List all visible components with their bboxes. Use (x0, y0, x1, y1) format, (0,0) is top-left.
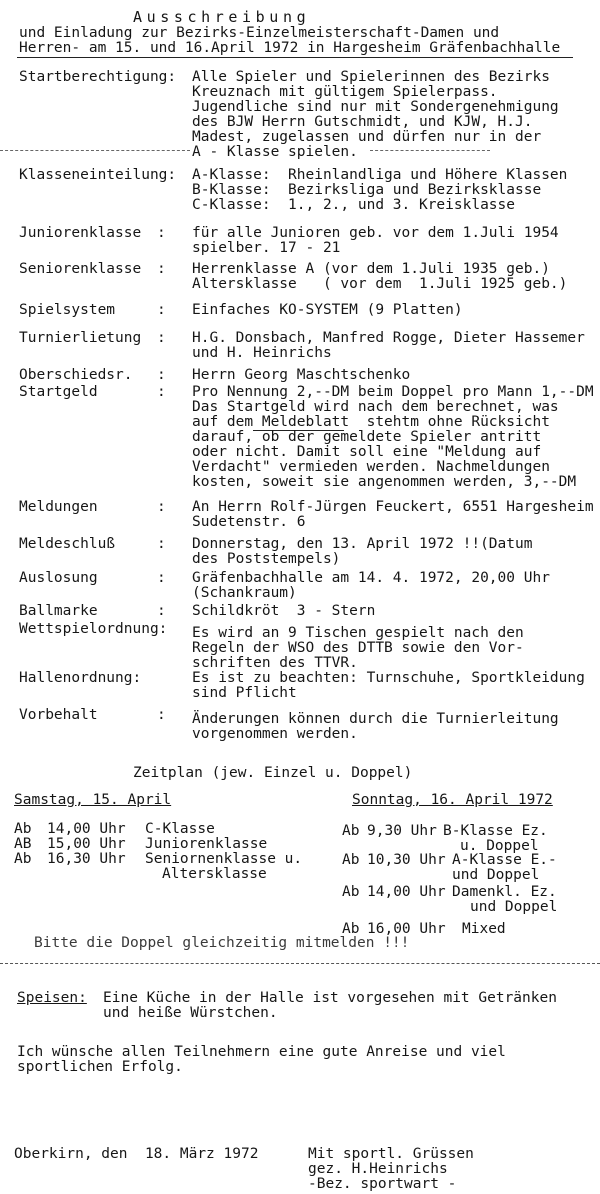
ballmarke-colon: : (157, 603, 166, 619)
juniorenklasse-colon: : (157, 225, 166, 241)
label-startgeld: Startgeld (19, 384, 98, 400)
startberechtigung-line-3: Jugendliche sind nur mit Sondergenehmigung (192, 99, 559, 115)
auslosung-line-2: (Schankraum) (192, 585, 297, 601)
vorbehalt-line-1: Änderungen können durch die Turnierleitung (192, 711, 559, 727)
greeting-line-1: Mit sportl. Grüssen (308, 1146, 474, 1162)
header-underline (17, 57, 573, 58)
closing-line-1: Ich wünsche allen Teilnehmern eine gute Anreise und viel (17, 1044, 506, 1060)
sun-row-3-time: 14,00 Uhr (367, 884, 446, 900)
startgeld-line-5: oder nicht. Damit soll eine "Meldung auf (192, 444, 542, 460)
sat-row-3-prefix: Ab (14, 851, 32, 867)
sat-row-2-text: Juniorenklasse (145, 836, 268, 852)
label-seniorenklasse: Seniorenklasse (19, 261, 142, 277)
ballmarke-line-1: Schildkröt 3 - Stern (192, 603, 376, 619)
auslosung-line-1: Gräfenbachhalle am 14. 4. 1972, 20,00 Uhr (192, 570, 550, 586)
startberechtigung-line-6: A - Klasse spielen. (192, 144, 358, 160)
sun-row-2-time: 10,30 Uhr (367, 852, 446, 868)
sun-row-3-text-1: Damenkl. Ez. (452, 884, 557, 900)
sat-row-1-time: 14,00 Uhr (47, 821, 126, 837)
dotted-rule-right (370, 150, 490, 151)
label-juniorenklasse: Juniorenklasse (19, 225, 142, 241)
hallenordnung-line-1: Es ist zu beachten: Turnschuhe, Sportkleidung (192, 670, 585, 686)
hallenordnung-line-2: sind Pflicht (192, 685, 297, 701)
startgeld-line-4: darauf, ob der gemeldete Spieler antritt (192, 429, 542, 445)
sun-row-1-time: 9,30 Uhr (367, 823, 437, 839)
sun-row-1-text-1: B-Klasse Ez. (443, 823, 548, 839)
startgeld-line-1: Pro Nennung 2,--DM beim Doppel pro Mann 1,--DM (192, 384, 594, 400)
spielsystem-colon: : (157, 302, 166, 318)
auslosung-colon: : (157, 570, 166, 586)
label-startberechtigung: Startberechtigung: (19, 69, 177, 85)
wettspielordnung-line-3: schriften des TTVR. (192, 655, 358, 671)
label-wettspielordnung: Wettspielordnung: (19, 621, 168, 637)
speisen-line-1: Eine Küche in der Halle ist vorgesehen mit Getränken (103, 990, 557, 1006)
sat-row-2-time: 15,00 Uhr (47, 836, 126, 852)
vorbehalt-colon: : (157, 707, 166, 723)
sun-row-1-text-2: u. Doppel (460, 838, 539, 854)
startgeld-line-2: Das Startgeld wird nach dem berechnet, was (192, 399, 559, 415)
schedule-note: Bitte die Doppel gleichzeitig mitmelden !!! (34, 935, 410, 951)
label-auslosung: Auslosung (19, 570, 98, 586)
startberechtigung-line-1: Alle Spieler und Spielerinnen des Bezirks (192, 69, 550, 85)
document-title: Ausschreibung (133, 8, 311, 26)
startberechtigung-line-4: des BJW Herrn Gutschmidt, und KJW, H.J. (192, 114, 533, 130)
label-meldeschluss: Meldeschluß (19, 536, 116, 552)
seniorenklasse-colon: : (157, 261, 166, 277)
turnierleitung-line-2: und H. Heinrichs (192, 345, 332, 361)
startgeld-line-3: auf dem Meldeblatt stehtm ohne Rücksicht (192, 414, 550, 430)
sun-row-2-text-2: und Doppel (452, 867, 540, 883)
sun-row-1-prefix: Ab (342, 823, 360, 839)
meldungen-colon: : (157, 499, 166, 515)
sun-row-2-text-1: A-Klasse E.- (452, 852, 557, 868)
sun-row-2-prefix: Ab (342, 852, 360, 868)
label-hallenordnung: Hallenordnung: (19, 670, 142, 686)
sunday-heading: Sonntag, 16. April 1972 (352, 792, 553, 808)
sat-row-3-text-2: Altersklasse (162, 866, 267, 882)
sun-row-4-time: 16,00 Uhr (367, 921, 446, 937)
juniorenklasse-line-2: spielber. 17 - 21 (192, 240, 341, 256)
sun-row-3-prefix: Ab (342, 884, 360, 900)
schedule-title: Zeitplan (jew. Einzel u. Doppel) (133, 765, 413, 781)
juniorenklasse-line-1: für alle Junioren geb. vor dem 1.Juli 1954 (192, 225, 559, 241)
closing-line-2: sportlichen Erfolg. (17, 1059, 183, 1075)
spielsystem-line-1: Einfaches KO-SYSTEM (9 Platten) (192, 302, 463, 318)
startberechtigung-line-5: Madest, zugelassen und dürfen nur in der (192, 129, 542, 145)
sat-row-1-prefix: Ab (14, 821, 32, 837)
meldeschluss-colon: : (157, 536, 166, 552)
turnierleitung-colon: : (157, 330, 166, 346)
oberschiedsrichter-colon: : (157, 367, 166, 383)
sat-row-3-time: 16,30 Uhr (47, 851, 126, 867)
dotted-rule-left (0, 150, 190, 151)
klasseneinteilung-line-1: A-Klasse: Rheinlandliga und Höhere Klassen (192, 167, 568, 183)
greeting-line-2: gez. H.Heinrichs (308, 1161, 448, 1177)
sun-row-4-text: Mixed (462, 921, 506, 937)
meldungen-line-1: An Herrn Rolf-Jürgen Feuckert, 6551 Hargesheim (192, 499, 594, 515)
sun-row-4-prefix: Ab (342, 921, 360, 937)
speisen-label: Speisen: (17, 990, 87, 1006)
startgeld-line-6: Verdacht" vermieden werden. Nachmeldungen (192, 459, 550, 475)
sat-row-3-text-1: Seniornenklasse u. (145, 851, 303, 867)
label-turnierleitung: Turnierlietung (19, 330, 142, 346)
label-oberschiedsrichter: Oberschiedsr. (19, 367, 133, 383)
meldungen-line-2: Sudetenstr. 6 (192, 514, 306, 530)
klasseneinteilung-line-2: B-Klasse: Bezirksliga und Bezirksklasse (192, 182, 542, 198)
turnierleitung-line-1: H.G. Donsbach, Manfred Rogge, Dieter Hassemer (192, 330, 585, 346)
label-klasseneinteilung: Klasseneinteilung: (19, 167, 177, 183)
seniorenklasse-line-1: Herrenklasse A (vor dem 1.Juli 1935 geb.) (192, 261, 550, 277)
greeting-line-3: -Bez. sportwart - (308, 1176, 457, 1192)
saturday-heading: Samstag, 15. April (14, 792, 172, 808)
header-line-2: Herren- am 15. und 16.April 1972 in Hargesheim Gräfenbachhalle (19, 40, 561, 56)
startberechtigung-line-2: Kreuznach mit gültigem Spielerpass. (192, 84, 498, 100)
wettspielordnung-line-2: Regeln der WSO des DTTB sowie den Vor- (192, 640, 524, 656)
speisen-line-2: und heiße Würstchen. (103, 1005, 278, 1021)
label-ballmarke: Ballmarke (19, 603, 98, 619)
sat-row-1-text: C-Klasse (145, 821, 215, 837)
label-meldungen: Meldungen (19, 499, 98, 515)
meldeschluss-line-2: des Poststempels) (192, 551, 341, 567)
oberschiedsrichter-line-1: Herrn Georg Maschtschenko (192, 367, 411, 383)
startgeld-line-7: kosten, soweit sie angenommen werden, 3,--DM (192, 474, 577, 490)
place-date: Oberkirn, den 18. März 1972 (14, 1146, 259, 1162)
sun-row-3-text-2: und Doppel (470, 899, 558, 915)
klasseneinteilung-line-3: C-Klasse: 1., 2., und 3. Kreisklasse (192, 197, 516, 213)
label-spielsystem: Spielsystem (19, 302, 116, 318)
label-vorbehalt: Vorbehalt (19, 707, 98, 723)
wettspielordnung-line-1: Es wird an 9 Tischen gespielt nach den (192, 625, 524, 641)
meldeschluss-line-1: Donnerstag, den 13. April 1972 !!(Datum (192, 536, 533, 552)
sat-row-2-prefix: AB (14, 836, 32, 852)
separator-dashed (0, 963, 600, 964)
startgeld-colon: : (157, 384, 166, 400)
header-line-1: und Einladung zur Bezirks-Einzelmeisterschaft-Damen und (19, 25, 500, 41)
seniorenklasse-line-2: Altersklasse ( vor dem 1.Juli 1925 geb.) (192, 276, 568, 292)
vorbehalt-line-2: vorgenommen werden. (192, 726, 358, 742)
